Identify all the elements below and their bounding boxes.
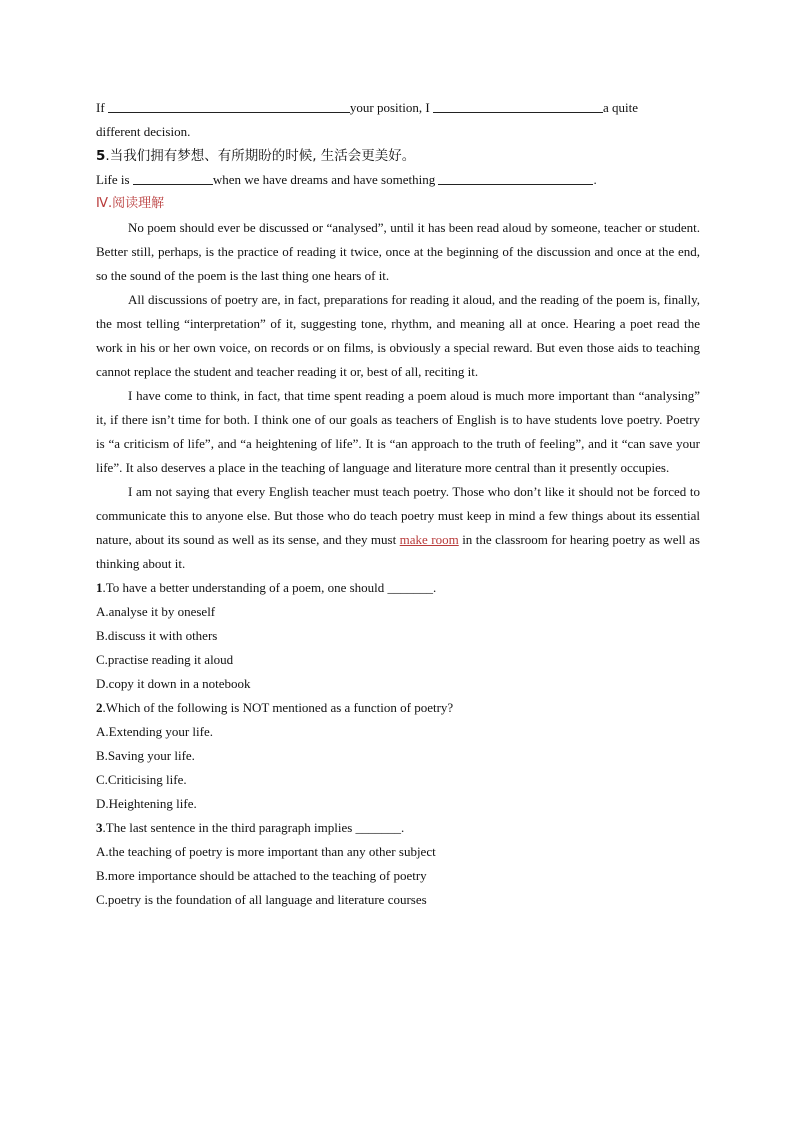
question-stem <box>96 576 700 600</box>
answer-blank <box>133 170 213 185</box>
passage-paragraph-2: All discussions of poetry are, in fact, preparations for reading it aloud, and the reading of the poem is, finally, the most telling “interpretation” of it, suggesting tone, rhythm, and meaning all at once. Hearing a poet read the work in his or her own voice, on records or on films, is obviously a special reward. But even those aids to teaching cannot replace the student and teacher reading it or, best of all, reciting it. <box>96 292 700 379</box>
q5-prefix: Life is <box>96 172 130 187</box>
option-b: B.Saving your life. <box>96 748 195 763</box>
answer-blank <box>433 98 603 113</box>
question-5-line <box>96 168 700 192</box>
option-c: C.practise reading it aloud <box>96 652 234 667</box>
option-a: A.analyse it by oneself <box>96 604 216 619</box>
highlighted-phrase: make room <box>399 532 459 547</box>
option-a: A.Extending your life. <box>96 724 213 739</box>
line1-suffix: a quite <box>602 100 638 115</box>
option-c: C.Criticising life. <box>96 772 187 787</box>
section-title: Ⅳ.阅读理解 <box>96 196 165 211</box>
question-1 <box>96 576 700 696</box>
question-number: 1 <box>96 580 103 595</box>
passage-paragraph-1: No poem should ever be discussed or “analysed”, until it has been read aloud by someone, teacher or student. Better still, perhaps, is the practice of reading it twice, once at the beginning of the discussion and once at the end, so the sound of the poem is the last thing one hears of it. <box>96 220 700 283</box>
translation-line-1 <box>96 96 700 120</box>
option-b: B.discuss it with others <box>96 628 218 643</box>
translation-line-2: different decision. <box>96 124 191 139</box>
option-d: D.copy it down in a notebook <box>96 676 251 691</box>
question-number: 5 <box>96 148 106 164</box>
question-text: .To have a better understanding of a poem, one should _______. <box>102 580 437 595</box>
question-5 <box>96 144 700 168</box>
line1-prefix: If <box>96 100 105 115</box>
question-text: .Which of the following is NOT mentioned as a function of poetry? <box>102 700 454 715</box>
answer-blank <box>438 170 593 185</box>
q5-mid: when we have dreams and have something <box>212 172 436 187</box>
question-3 <box>96 816 700 912</box>
passage-paragraph-3: I have come to think, in fact, that time spent reading a poem aloud is much more important than “analysing” it, if there isn’t time for both. I think one of our goals as teachers of English is to have students love poetry. Poetry is “a criticism of life”, and “a heightening of life”. It is “an approach to the truth of feeling”, and it “can save your life”. It also deserves a place in the teaching of language and literature more central than it presently occupies. <box>96 388 700 475</box>
paragraph-4-text-a: I am not saying that every English teacher must teach poetry. Those who don’t like it should not be forced to communicate this to anyone else. But those who do teach poetry must keep in mind a few things about its essential nature, about its sound as well as its sense, and they must <box>96 484 700 547</box>
question-2 <box>96 696 700 816</box>
question-number: 2 <box>96 700 103 715</box>
question-stem <box>96 816 700 840</box>
answer-blank <box>108 98 350 113</box>
passage-paragraph-4 <box>96 480 700 576</box>
option-a: A.the teaching of poetry is more important than any other subject <box>96 844 436 859</box>
q5-suffix: . <box>593 172 597 187</box>
paragraph-4-text-b: in the classroom for hearing poetry as well as thinking about it. <box>96 532 700 571</box>
document-page <box>96 96 700 912</box>
option-d: D.Heightening life. <box>96 796 197 811</box>
question-number: 3 <box>96 820 103 835</box>
line1-mid: your position, I <box>349 100 430 115</box>
question-stem <box>96 696 700 720</box>
option-b: B.more importance should be attached to the teaching of poetry <box>96 868 427 883</box>
option-c: C.poetry is the foundation of all language and literature courses <box>96 892 427 907</box>
question-text: .The last sentence in the third paragraph implies _______. <box>102 820 405 835</box>
question-5-chinese: .当我们拥有梦想、有所期盼的时候, 生活会更美好。 <box>105 148 416 164</box>
